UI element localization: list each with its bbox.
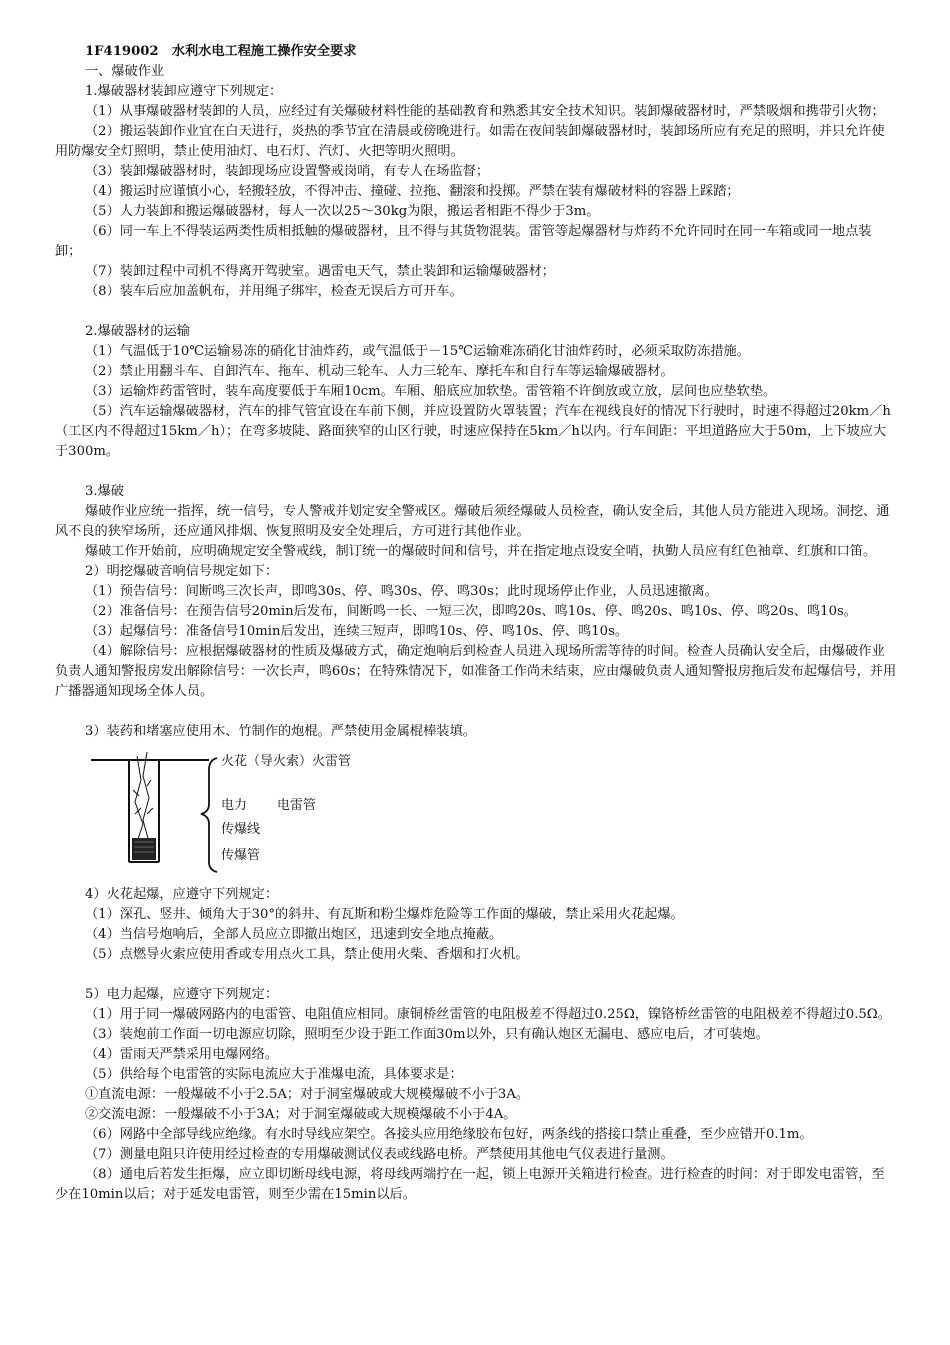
- signals-heading: 2）明挖爆破音响信号规定如下：: [85, 564, 279, 579]
- list-item: （8）通电后若发生拒爆，应立即切断母线电源，将母线两端拧在一起，锁上电源开关箱进行检查。进行检查的时间：对于即发电雷管，至少在10min以后；对于延发电雷管，则至少需在15min以后。: [55, 1167, 885, 1202]
- list-item: （1）从事爆破器材装卸的人员，应经过有关爆破材料性能的基础教育和熟悉其安全技术知识。装卸爆破器材时，严禁吸烟和携带引火物；: [85, 104, 885, 119]
- list-item: （3）装炮前工作面一切电源应切除，照明至少设于距工作面30m以外，只有确认炮区无漏电、感应电后，才可装炮。: [85, 1027, 769, 1042]
- list-item: （7）装卸过程中司机不得离开驾驶室。遇雷电天气，禁止装卸和运输爆破器材；: [85, 264, 555, 279]
- electric-heading: 5）电力起爆，应遵守下列规定：: [85, 987, 279, 1002]
- subsection-heading: 1.爆破器材装卸应遵守下列规定：: [85, 84, 283, 99]
- borehole-figure: [85, 750, 225, 885]
- list-item: （6）网路中全部导线应绝缘。有水时导线应架空。各接头应用绝缘胶布包好，两条线的搭接口禁止重叠，至少应错开0.1m。: [85, 1127, 813, 1142]
- list-item: （1）气温低于10℃运输易冻的硝化甘油炸药，或气温低于－15℃运输难冻硝化甘油炸药时，必须采取防冻措施。: [85, 344, 750, 359]
- list-item: ①直流电源：一般爆破不小于2.5A；对于洞室爆破或大规模爆破不小于3A。: [85, 1087, 530, 1102]
- fire-heading: 4）火花起爆，应遵守下列规定：: [85, 887, 279, 902]
- list-item: （2）禁止用翻斗车、自卸汽车、拖车、机动三轮车、人力三轮车、摩托车和自行车等运输爆破器材。: [85, 364, 674, 379]
- label-fire-detonator: 火花（导火索）火雷管: [221, 754, 352, 769]
- list-item: （3）起爆信号：准备信号10min后发出，连续三短声，即鸣10s、停、鸣10s、停、鸣10s。: [85, 624, 629, 639]
- list-item: （5）供给每个电雷管的实际电流应大于准爆电流，具体要求是：: [85, 1067, 463, 1082]
- section-heading: 一、爆破作业: [85, 64, 165, 79]
- list-item: （4）当信号炮响后，全部人员应立即撤出炮区，迅速到安全地点掩蔽。: [85, 927, 503, 942]
- list-item: （1）用于同一爆破网路内的电雷管、电阻值应相同。康铜桥丝雷管的电阻极差不得超过0.25Ω，镍铬桥丝雷管的电阻极差不得超过0.5Ω。: [85, 1007, 891, 1022]
- document-page: [55, 42, 897, 1205]
- list-item: （4）搬运时应谨慎小心，轻搬轻放，不得冲击、撞碰、拉拖、翻滚和投掷。严禁在装有爆破材料的容器上踩踏；: [85, 184, 740, 199]
- list-item: （4）雷雨天严禁采用电爆网络。: [85, 1047, 279, 1062]
- list-item: ②交流电源：一般爆破不小于3A；对于洞室爆破或大规模爆破不小于4A。: [85, 1107, 517, 1122]
- list-item: （3）装卸爆破器材时，装卸现场应设置警戒岗哨，有专人在场监督；: [85, 164, 490, 179]
- list-item: （5）汽车运输爆破器材，汽车的排气管宜设在车前下侧，并应设置防火罩装置；汽车在视线良好的情况下行驶时，时速不得超过20km／h（工区内不得超过15km／h）；在弯多坡陡、路面狭窄的山区行驶，时速应保持在5km／h以内。行车间距：平坦道路应大于50m，上下坡应大于300m。: [55, 404, 891, 459]
- list-item: （4）解除信号：应根据爆破器材的性质及爆破方式，确定炮响后到检查人员进入现场所需等待的时间。检查人员确认安全后，由爆破作业负责人通知警报房发出解除信号：一次长声，鸣60s；在特殊情况下，如准备工作尚未结束，应由爆破负责人通知警报房拖后发布起爆信号，并用广播器通知现场全体人员。: [55, 644, 897, 699]
- explosive-charge: [132, 838, 156, 860]
- list-item: （8）装车后应加盖帆布，并用绳子绑牢，检查无误后方可开车。: [85, 284, 463, 299]
- subsection-heading: 2.爆破器材的运输: [85, 324, 190, 339]
- list-item: （2）搬运装卸作业宜在白天进行，炎热的季节宜在清晨或傍晚进行。如需在夜间装卸爆破器材时，装卸场所应有充足的照明，并只允许使用防爆安全灯照明，禁止使用油灯、电石灯、汽灯、火把等明火照明。: [55, 124, 885, 159]
- label-electric: 电力: [221, 798, 248, 813]
- fuse-wire: [135, 756, 143, 842]
- list-item: （7）测量电阻只许使用经过检查的专用爆破测试仪表或线路电桥。严禁使用其他电气仪表进行量测。: [85, 1147, 674, 1162]
- list-item: （1）预告信号：间断鸣三次长声，即鸣30s、停、鸣30s、停、鸣30s；此时现场停止作业，人员迅速撤离。: [85, 584, 718, 599]
- brace-icon: [201, 758, 217, 872]
- paragraph: 爆破作业应统一指挥，统一信号，专人警戒并划定安全警戒区。爆破后须经爆破人员检查，确认安全后，其他人员方能进入现场。洞挖、通风不良的狭窄场所，还应通风排烟、恢复照明及安全处理后，方可进行其他作业。: [55, 504, 890, 539]
- list-item: （5）人力装卸和搬运爆破器材，每人一次以25～30kg为限，搬运者相距不得少于3m。: [85, 204, 600, 219]
- subsection-heading: 3.爆破: [85, 484, 124, 499]
- label-detonating-cord: 传爆线: [221, 822, 261, 837]
- label-electric-detonator: 电雷管: [277, 798, 317, 813]
- paragraph: 爆破工作开始前，应明确规定安全警戒线，制订统一的爆破时间和信号，并在指定地点设安全哨，执勤人员应有红色袖章、红旗和口笛。: [85, 544, 877, 559]
- charging-rule: 3）装药和堵塞应使用木、竹制作的炮棍。严禁使用金属棍棒装填。: [85, 724, 476, 739]
- document-title: 1F419002 水利水电工程施工操作安全要求: [85, 44, 357, 59]
- list-item: （2）准备信号：在预告信号20min后发布，间断鸣一长、一短三次，即鸣20s、鸣10s、停、鸣20s、鸣10s、停、鸣20s、鸣10s。: [85, 604, 857, 619]
- list-item: （1）深孔、竖井、倾角大于30°的斜井、有瓦斯和粉尘爆炸危险等工作面的爆破，禁止采用火花起爆。: [85, 907, 684, 922]
- blasting-diagram: [55, 750, 897, 885]
- list-item: （3）运输炸药雷管时，装车高度要低于车厢10cm。车厢、船底应加软垫。雷管箱不许倒放或立放，层间也应垫软垫。: [85, 384, 777, 399]
- list-item: （5）点燃导火索应使用香或专用点火工具，禁止使用火柴、香烟和打火机。: [85, 947, 529, 962]
- label-booster: 传爆管: [221, 848, 261, 863]
- list-item: （6）同一车上不得装运两类性质相抵触的爆破器材，且不得与其货物混装。雷管等起爆器材与炸药不允许同时在同一车箱或同一地点装卸；: [55, 224, 872, 259]
- detonating-wire: [143, 752, 149, 842]
